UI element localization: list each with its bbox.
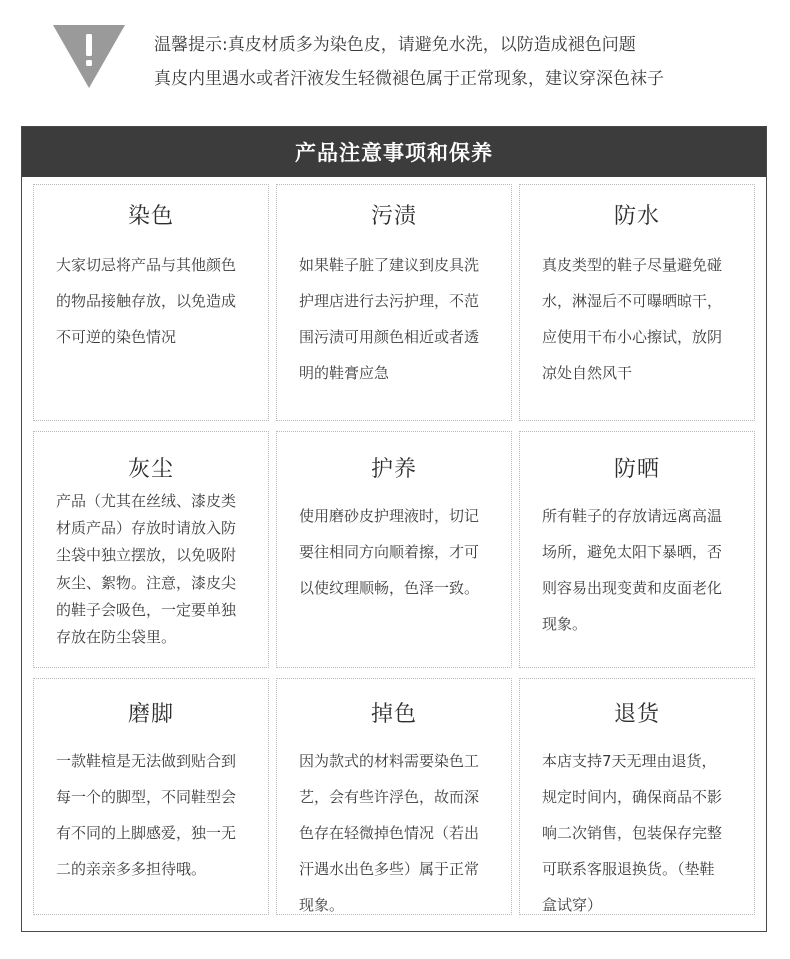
card-text-line: 以使纹理顺畅，色泽一致。 bbox=[299, 579, 480, 597]
card-text-line: 现象。 bbox=[299, 896, 345, 914]
card-text bbox=[299, 498, 497, 606]
exclamation-dot bbox=[86, 60, 92, 66]
panel-title: 产品注意事项和保养 bbox=[22, 127, 766, 177]
warning-notice bbox=[154, 28, 664, 96]
card-title: 灰尘 bbox=[127, 457, 174, 482]
care-card-dyeing bbox=[33, 184, 269, 421]
card-text bbox=[56, 743, 254, 887]
card-text-line: 二的亲亲多多担待哦。 bbox=[56, 860, 207, 878]
card-text bbox=[542, 247, 740, 391]
card-text-line: 材质产品）存放时请放入防 bbox=[56, 519, 237, 538]
card-title: 退货 bbox=[613, 702, 660, 727]
card-text bbox=[56, 247, 254, 355]
care-instructions-panel bbox=[21, 126, 767, 932]
card-text bbox=[299, 247, 497, 391]
card-text-line: 艺，会有些许浮色，故而深 bbox=[299, 788, 480, 806]
care-card-maintenance bbox=[276, 431, 512, 668]
card-title: 防水 bbox=[613, 204, 660, 229]
card-text-line: 大家切忌将产品与其他颜色 bbox=[56, 256, 237, 274]
card-text-line: 要往相同方向顺着擦，才可 bbox=[299, 543, 480, 561]
card-text-line: 每一个的脚型，不同鞋型会 bbox=[56, 788, 237, 806]
card-text-line: 产品（尤其在丝绒、漆皮类 bbox=[56, 492, 237, 510]
card-text-line: 凉处自然风干 bbox=[542, 364, 633, 382]
warning-line-1: 温馨提示:真皮材质多为染色皮，请避免水洗，以防造成褪色问题 bbox=[154, 35, 636, 55]
care-card-stains bbox=[276, 184, 512, 421]
card-text-line: 灰尘、絮物。注意，漆皮尖 bbox=[56, 573, 237, 592]
card-text-line: 如果鞋子脏了建议到皮具洗 bbox=[299, 256, 480, 274]
care-card-waterproof bbox=[519, 184, 755, 421]
card-text-line: 现象。 bbox=[542, 615, 588, 633]
card-text bbox=[542, 743, 740, 923]
card-text-line: 的鞋子会吸色，一定要单独 bbox=[56, 600, 237, 619]
card-text bbox=[299, 743, 497, 923]
card-text-line: 存放在防尘袋里。 bbox=[56, 628, 177, 647]
care-card-foot-rubbing bbox=[33, 678, 269, 915]
card-text-line: 的物品接触存放，以免造成 bbox=[56, 292, 237, 310]
care-card-returns bbox=[519, 678, 755, 915]
card-text-line: 围污渍可用颜色相近或者透 bbox=[299, 328, 480, 346]
warning-line-2: 真皮内里遇水或者汗液发生轻微褪色属于正常现象，建议穿深色袜子 bbox=[154, 69, 664, 89]
warning-icon bbox=[51, 22, 127, 90]
card-text-line: 应使用干布小心擦试，放阴 bbox=[542, 328, 723, 346]
card-text-line: 有不同的上脚感爱，独一无 bbox=[56, 824, 237, 842]
care-card-color-fading bbox=[276, 678, 512, 915]
card-text-line: 尘袋中独立摆放，以免吸附 bbox=[56, 546, 237, 565]
card-text-line: 明的鞋膏应急 bbox=[299, 364, 390, 382]
card-text-line: 场所，避免太阳下暴晒，否 bbox=[542, 543, 723, 561]
card-text-line: 则容易出现变黄和皮面老化 bbox=[542, 579, 723, 597]
card-text bbox=[56, 488, 254, 651]
card-title: 污渍 bbox=[370, 204, 417, 229]
card-text bbox=[542, 498, 740, 642]
card-text-line: 所有鞋子的存放请远离高温 bbox=[542, 507, 723, 525]
card-title: 防晒 bbox=[613, 457, 660, 482]
card-text-line: 盒试穿） bbox=[542, 896, 603, 914]
card-text-line: 响二次销售，包装保存完整 bbox=[542, 824, 723, 842]
card-text-line: 汗遇水出色多些）属于正常 bbox=[299, 860, 480, 878]
card-text-line: 规定时间内，确保商品不影 bbox=[542, 788, 723, 806]
card-text-line: 水，淋湿后不可曝晒晾干， bbox=[542, 292, 723, 310]
card-title: 磨脚 bbox=[127, 702, 174, 727]
card-text-line: 色存在轻微掉色情况（若出 bbox=[299, 824, 480, 842]
exclamation-bar bbox=[86, 34, 92, 56]
card-title: 护养 bbox=[370, 457, 417, 482]
card-text-line: 使用磨砂皮护理液时，切记 bbox=[299, 507, 480, 525]
card-title: 染色 bbox=[127, 204, 174, 229]
card-text-line: 不可逆的染色情况 bbox=[56, 328, 177, 346]
card-text-line: 一款鞋楦是无法做到贴合到 bbox=[56, 752, 237, 770]
card-text-line: 护理店进行去污护理，不范 bbox=[299, 292, 480, 310]
card-text-line: 因为款式的材料需要染色工 bbox=[299, 752, 480, 770]
care-card-sun-protection bbox=[519, 431, 755, 668]
care-card-dust bbox=[33, 431, 269, 668]
card-text-line: 真皮类型的鞋子尽量避免碰 bbox=[542, 256, 723, 274]
card-text-line: 可联系客服退换货。（垫鞋 bbox=[542, 860, 715, 878]
card-text-line: 本店支持7天无理由退货， bbox=[542, 752, 717, 770]
card-title: 掉色 bbox=[370, 702, 417, 727]
